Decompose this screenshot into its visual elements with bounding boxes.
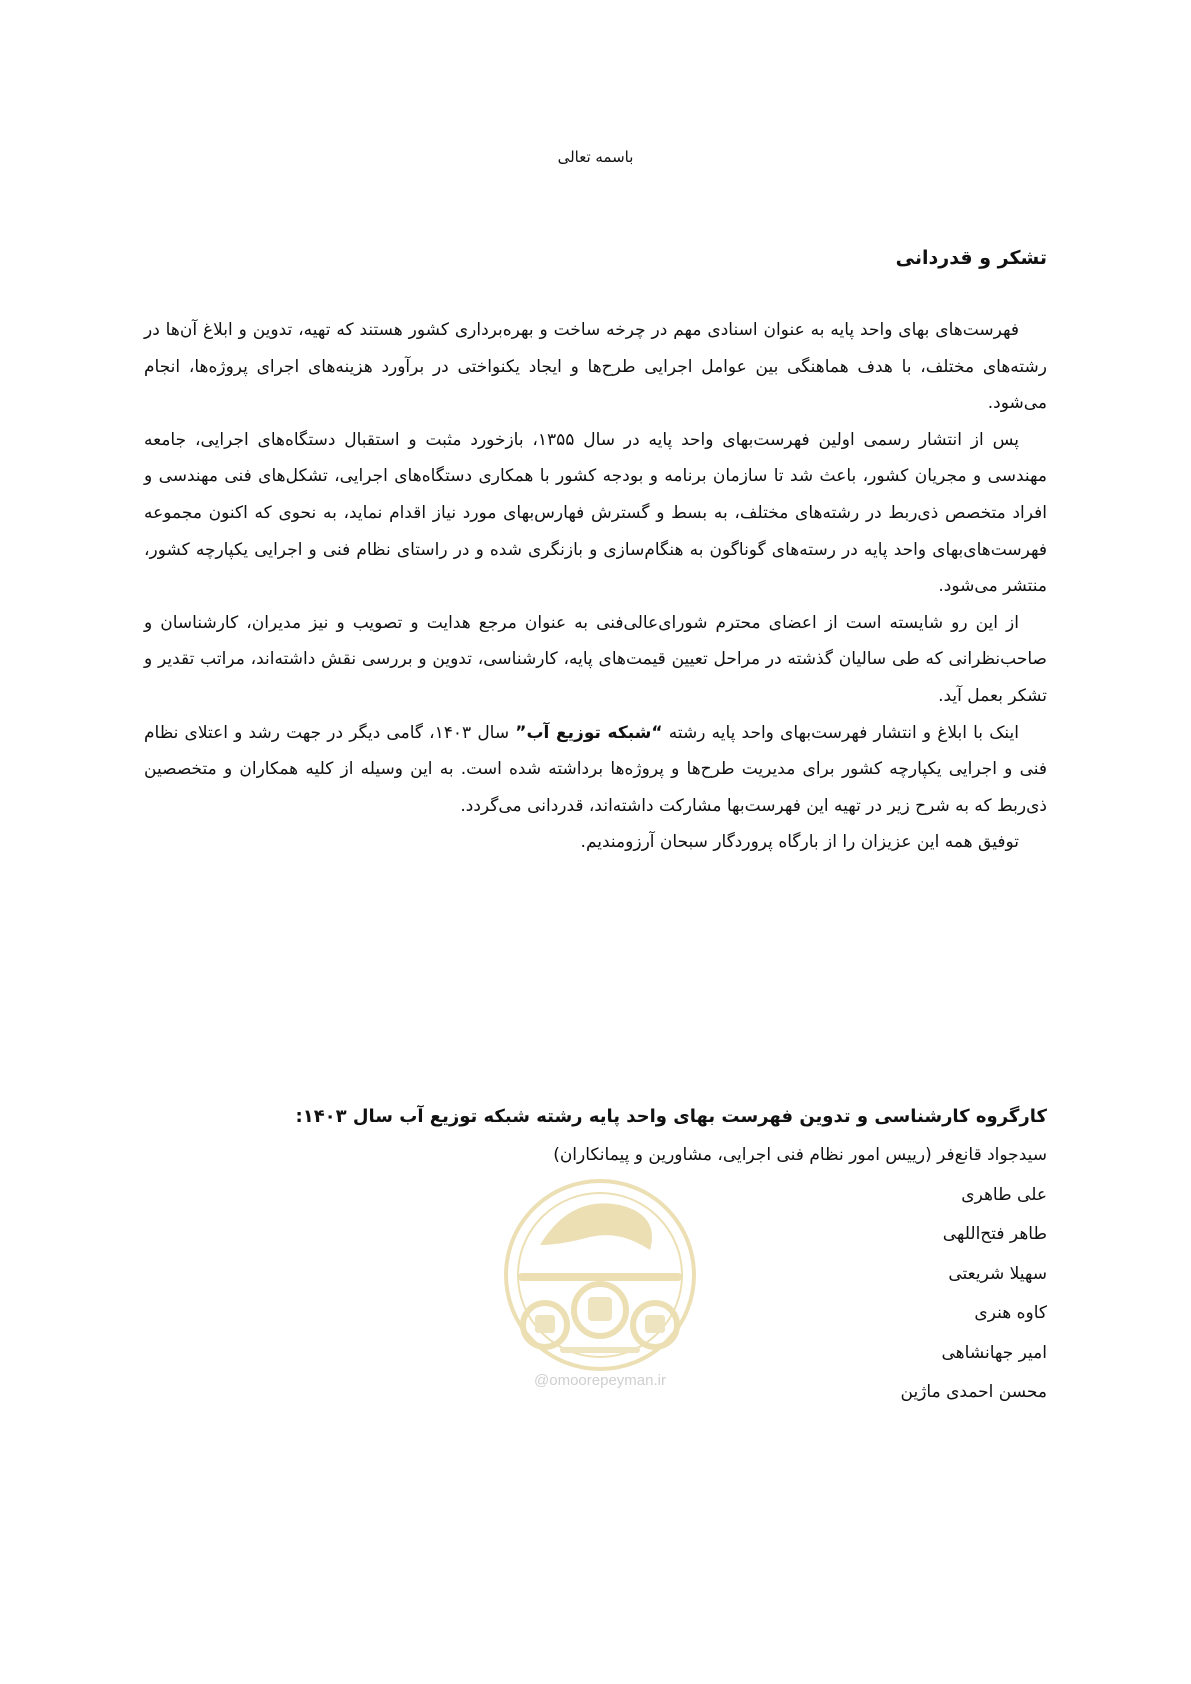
page-title: تشکر و قدردانی	[895, 247, 1047, 269]
committee-member: طاهر فتح‌اللهی	[942, 1224, 1047, 1244]
committee-section	[144, 1098, 1047, 1413]
paragraph-closing: توفیق همه این عزیزان را از بارگاه پروردگار سبحان آرزومندیم.	[580, 832, 1019, 853]
invocation-header: باسمه تعالی	[557, 148, 634, 166]
paragraph-thanks: از این رو شایسته است از اعضای محترم شورای‌عالی‌فنی به عنوان مرجع هدایت و تصویب و نیز مدیران، کارشناسان و صاحب‌نظرانی که طی سالیان گذشته در مراحل تعیین قیمت‌های پایه، کارشناسی، تدوین و بررسی نقش داشته‌اند، مراتب تقدیر و تشکر بعمل آید.	[144, 612, 1047, 706]
committee-member: سیدجواد قانع‌فر (رییس امور نظام فنی اجرایی، مشاورین و پیمانکاران)	[553, 1145, 1047, 1165]
committee-member: علی طاهری	[961, 1184, 1047, 1205]
committee-member: محسن احمدی ماژین	[900, 1382, 1047, 1402]
committee-member: کاوه هنری	[974, 1303, 1047, 1323]
committee-title: کارگروه کارشناسی و تدوین فهرست بهای واحد پایه رشته شبکه توزیع آب سال ۱۴۰۳:	[295, 1106, 1047, 1127]
publication-text-end: سال ۱۴۰۳، گامی دیگر در جهت رشد و اعتلای نظام فنی و اجرایی یکپارچه کشور برای مدیریت طرح‌ها و پروژه‌ها برداشته شده است. به این وسیله از کلیه همکاران و متخصصین ذی‌ربط که به شرح زیر در تهیه این فهرست‌بها مشارکت داشته‌اند، قدردانی می‌گردد.	[144, 722, 1047, 816]
paragraph-history: پس از انتشار رسمی اولین فهرست‌بهای واحد پایه در سال ۱۳۵۵، بازخورد مثبت و استقبال دستگاه‌های اجرایی، جامعه مهندسی و مجریان کشور، باعث شد تا سازمان برنامه و بودجه کشور با همکاری دستگاه‌های اجرایی، تشکل‌های فنی مهندسی و افراد متخصص ذی‌ربط در رشته‌های مختلف، به بسط و گسترش فهارس‌بهای مورد نیاز اقدام نماید، به نحوی که اکنون مجموعه فهرست‌های‌بهای واحد پایه در رسته‌های گوناگون به هنگام‌سازی و بازنگری شده و در راستای نظام فنی و اجرایی یکپارچه کشور، منتشر می‌شود.	[144, 429, 1047, 597]
paragraph-intro: فهرست‌های بهای واحد پایه به عنوان اسنادی مهم در چرخه ساخت و بهره‌برداری کشور هستند که تهیه، تدوین و ابلاغ آن‌ها در رشته‌های مختلف، با هدف هماهنگی بین عوامل اجرایی طرح‌ها و ایجاد یکنواختی در برآورد هزینه‌های اجرای پروژه‌ها، انجام می‌شود.	[144, 320, 1047, 414]
committee-member: امیر جهانشاهی	[941, 1342, 1047, 1363]
acknowledgement-body	[144, 312, 1047, 861]
committee-member: سهیلا شریعتی	[948, 1263, 1047, 1284]
watermark-url: @omoorepeyman.ir	[534, 1372, 666, 1389]
publication-text-start: اینک با ابلاغ و انتشار فهرست‌بهای واحد پایه رشته	[662, 722, 1019, 743]
field-name-bold: “شبکه توزیع آب”	[515, 722, 663, 743]
paragraph-publication	[144, 715, 1047, 825]
